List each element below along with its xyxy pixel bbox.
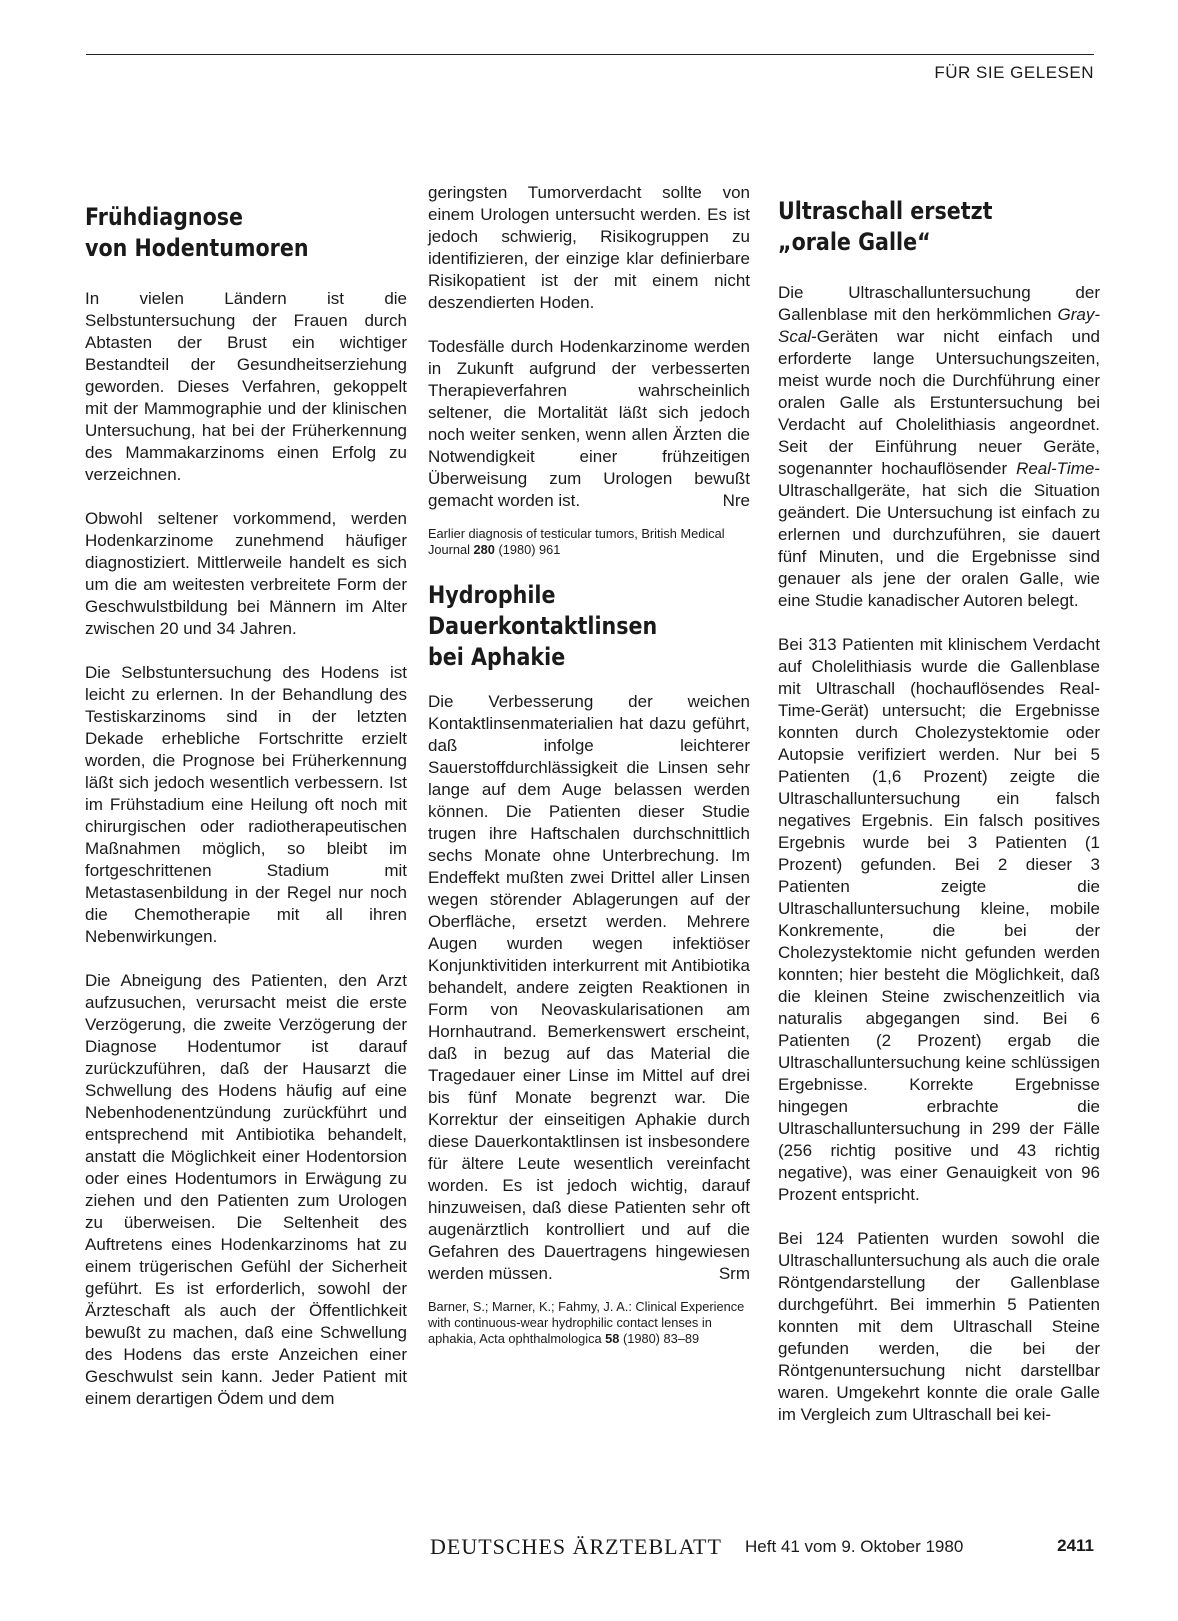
page-number: 2411 (1057, 1536, 1094, 1555)
column-1 (85, 182, 407, 1432)
column-3 (778, 182, 1100, 1448)
paragraph-italic: Real-Time (1016, 459, 1095, 478)
reference (428, 1299, 750, 1347)
reference-volume: 58 (605, 1331, 620, 1346)
paragraph-text: Todesfälle durch Hodenkarzinome werden in Zukunft aufgrund der verbesserten Therapieverfahren wahrscheinlich seltener, die Mortalität läßt sich jedoch noch weiter senken, wenn allen Ärzten die Notwendigkeit einer frühzeitigen Überweisung zum Urologen bewußt gemacht worden ist. (428, 337, 750, 510)
header-rule (86, 54, 1094, 55)
paragraph-text: -Geräten war nicht einfach und erforderte lange Untersuchungszeiten, meist wurde noch die Durchführung einer oralen Galle als Erstuntersuchung bei Verdacht auf Cholelithiasis angeordnet. Seit der Einführung neuer Geräte, sogenannter hochauflösender (778, 327, 1100, 478)
article-title-frühdiagnose (85, 202, 406, 264)
issue-info: Heft 41 vom 9. Oktober 1980 (745, 1537, 964, 1556)
journal-name: DEUTSCHES ÄRZTEBLATT (430, 1534, 722, 1559)
paragraph (778, 282, 1100, 612)
reference (428, 526, 750, 558)
author-signature: Srm (718, 1264, 750, 1283)
paragraph: geringsten Tumorverdacht sollte von einem Urologen untersucht werden. Es ist jedoch schwierig, Risikogruppen zu identifizieren, der einzige klar definierbare Risikopatient ist der mit einem nicht deszendierten Hoden. (428, 183, 750, 312)
reference-text: Earlier diagnosis of testicular tumors, British Medical Journal (428, 526, 725, 557)
column-2 (428, 182, 750, 1369)
title-line: Ultraschall ersetzt (778, 197, 993, 225)
title-line: Dauerkontaktlinsen (428, 612, 658, 640)
paragraph: Die Abneigung des Patienten, den Arzt aufzusuchen, verursacht meist die erste Verzögerung, die zweite Verzögerung der Diagnose Hodentumor ist darauf zurückzuführen, daß der Hausarzt die Schwellung des Hodens häufig auf eine Nebenhodenentzündung zurückführt und entsprechend mit Antibiotika behandelt, anstatt die Möglichkeit einer Hodentorsion oder eines Hodentumors in Erwägung zu ziehen und den Patienten zum Urologen zu überweisen. Die Seltenheit des Auftretens eines Hodenkarzinoms hat zu einem trügerischen Gefühl der Sicherheit geführt. Es ist erforderlich, sowohl der Ärzteschaft als auch der Öffentlichkeit bewußt zu machen, daß eine Schwellung des Hodens das erste Anzeichen einer Geschwulst sein kann. Jeder Patient mit einem derartigen Ödem und dem (85, 971, 407, 1408)
paragraph: Die Selbstuntersuchung des Hodens ist leicht zu erlernen. In der Behandlung des Testiskarzinoms sind in der letzten Dekade erhebliche Fortschritte erzielt worden, die Prognose bei Früherkennung läßt sich jedoch wesentlich verbessern. Ist im Frühstadium eine Heilung oft noch mit chirurgischen oder radiotherapeutischen Maßnahmen möglich, so bleibt im fortgeschrittenen Stadium mit Metastasenbildung in der Regel nur noch die Chemotherapie mit all ihren Nebenwirkungen. (85, 663, 407, 946)
title-line: Hydrophile (428, 581, 556, 609)
title-line: von Hodentumoren (85, 234, 309, 262)
reference-text: Barner, S.; Marner, K.; Fahmy, J. A.: Clinical Experience with continuous-wear hydrophilic contact lenses in aphakia, Acta ophthalmologica (428, 1299, 745, 1346)
title-line: Frühdiagnose (85, 203, 244, 231)
reference-tail: (1980) 961 (498, 542, 561, 557)
section-label: FÜR SIE GELESEN (934, 63, 1094, 82)
page-footer (430, 1534, 1094, 1564)
paragraph-text: Die Verbesserung der weichen Kontaktlinsenmaterialien hat dazu geführt, daß infolge leichterer Sauerstoffdurchlässigkeit die Linsen sehr lange auf dem Auge belassen werden können. Die Patienten dieser Studie trugen ihre Haftschalen durchschnittlich sechs Monate ohne Unterbrechung. Im Endeffekt mußten zwei Drittel aller Linsen wegen störender Ablagerungen auf der Oberfläche, ersetzt werden. Mehrere Augen wurden wegen infektiöser Konjunktivitiden interkurrent mit Antibiotika behandelt, andere zeigten Reaktionen in Form von Neovaskularisationen am Hornhautrand. Bemerkenswert erscheint, daß in bezug auf das Material die Tragedauer einer Linse im Mittel auf drei bis fünf Monate begrenzt war. Die Korrektur der einseitigen Aphakie durch diese Dauerkontaktlinsen ist insbesondere für ältere Leute wesentlich vereinfacht worden. Es ist jedoch wichtig, darauf hinzuweisen, daß diese Patienten sehr oft augenärztlich kontrolliert und auf die Gefahren des Dauertragens hingewiesen werden müssen. (428, 692, 750, 1283)
paragraph-text: Die Ultraschalluntersuchung der Gallenblase mit den herkömmlichen (778, 283, 1100, 324)
reference-tail: (1980) 83–89 (622, 1331, 700, 1346)
paragraph-text: -Ultraschallgeräte, hat sich die Situation geändert. Die Untersuchung ist einfach zu erlernen und durchzuführen, sie dauert fünf Minuten, und die Ergebnisse sind genauer als jene der oralen Galle, wie eine Studie kanadischer Autoren belegt. (778, 459, 1100, 610)
paragraph (428, 691, 750, 1285)
title-line: „orale Galle“ (778, 228, 931, 256)
paragraph: In vielen Ländern ist die Selbstuntersuchung der Frauen durch Abtasten der Brust ein wichtiger Bestandteil der Gesundheitserziehung geworden. Dieses Verfahren, gekoppelt mit der Mammographie und der klinischen Untersuchung, hat bei der Früherkennung des Mammakarzinoms einen Erfolg zu verzeichnen. (85, 289, 407, 484)
paragraph: Obwohl seltener vorkommend, werden Hodenkarzinome zunehmend häufiger diagnostiziert. Mittlerweile handelt es sich um die am weitesten verbreitete Form der Geschwulstbildung bei Männern im Alter zwischen 20 und 34 Jahren. (85, 509, 407, 638)
article-title-hydrophile (428, 580, 749, 673)
paragraph (428, 336, 750, 512)
title-line: bei Aphakie (428, 643, 566, 671)
author-signature: Nre (722, 491, 750, 510)
article-title-ultraschall (778, 196, 1099, 258)
paragraph: Bei 124 Patienten wurden sowohl die Ultraschalluntersuchung als auch die orale Röntgendarstellung der Gallenblase durchgeführt. Bei immerhin 5 Patienten konnten mit dem Ultraschall Steine gefunden werden, die bei der Röntgenuntersuchung nicht darstellbar waren. Umgekehrt konnte die orale Galle im Vergleich zum Ultraschall bei kei- (778, 1229, 1100, 1424)
reference-volume: 280 (473, 542, 495, 557)
paragraph: Bei 313 Patienten mit klinischem Verdacht auf Cholelithiasis wurde die Gallenblase mit Ultraschall (hochauflösendes Real-Time-Gerät) untersucht; die Ergebnisse konnten durch Cholezystektomie oder Autopsie verifiziert werden. Nur bei 5 Patienten (1,6 Prozent) zeigte die Ultraschalluntersuchung ein falsch negatives Ergebnis. Ein falsch positives Ergebnis wurde bei 3 Patienten (1 Prozent) gefunden. Bei 2 dieser 3 Patienten zeigte die Ultraschalluntersuchung kleine, mobile Konkremente, die bei der Cholezystektomie nicht gefunden werden konnten; hier besteht die Möglichkeit, daß die kleinen Steine zwischenzeitlich via naturalis abgegangen sind. Bei 6 Patienten (2 Prozent) ergab die Ultraschalluntersuchung keine schlüssigen Ergebnisse. Korrekte Ergebnisse hingegen erbrachte die Ultraschalluntersuchung in 299 der Fälle (256 richtig positive und 43 richtig negative), was einer Genauigkeit von 96 Prozent entspricht. (778, 635, 1100, 1204)
paragraph-italic: Gray-Scal (778, 305, 1100, 346)
